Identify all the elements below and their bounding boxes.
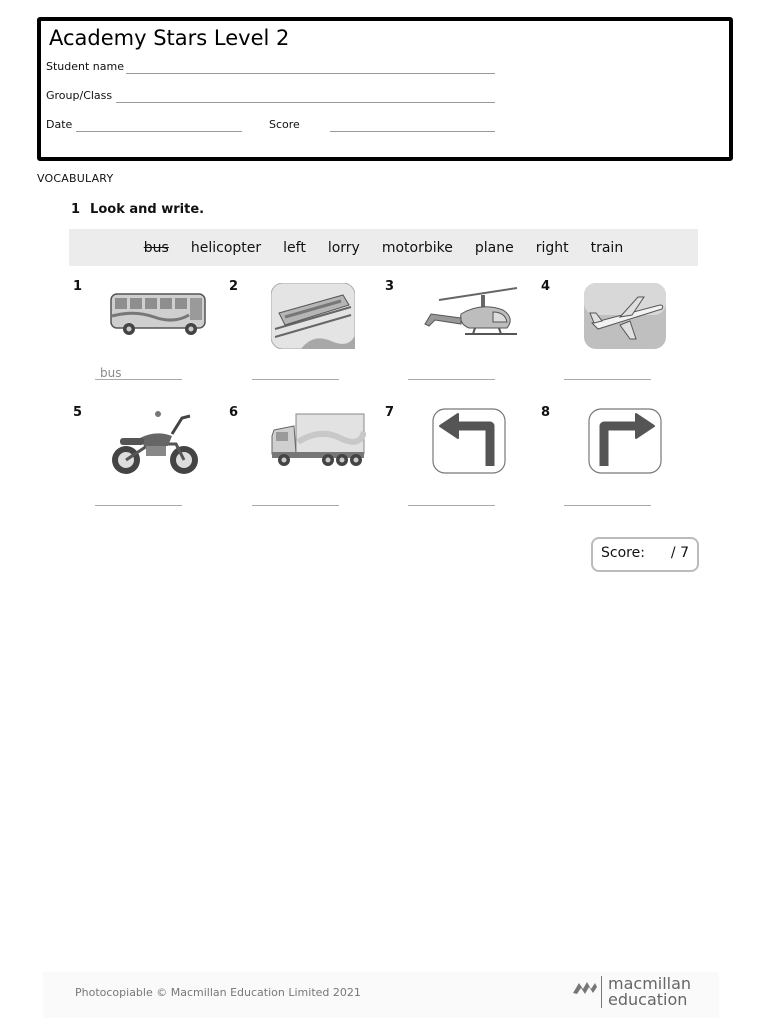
word-bank-item: lorry — [327, 239, 360, 256]
date-label: Date — [46, 118, 73, 131]
item-number: 5 — [73, 405, 83, 420]
item-number: 8 — [541, 405, 551, 420]
word-bank-item: helicopter — [190, 239, 262, 256]
answer-line[interactable] — [564, 379, 651, 380]
left-arrow-icon — [432, 408, 506, 478]
date-field[interactable] — [76, 131, 242, 132]
instruction-text: Look and write. — [90, 202, 205, 217]
word-bank — [69, 229, 698, 266]
exercise-number: 1 — [71, 202, 81, 217]
plane-icon — [584, 283, 666, 353]
answer-line[interactable] — [95, 379, 182, 380]
word-bank-item: right — [535, 239, 569, 256]
group-class-label: Group/Class — [46, 89, 113, 102]
logo-divider — [601, 976, 602, 1008]
logo-line-2: education — [608, 990, 688, 1009]
score-box — [591, 537, 699, 572]
right-arrow-icon — [588, 408, 662, 478]
exercise-instruction — [71, 202, 204, 217]
section-title: VOCABULARY — [37, 172, 114, 185]
student-name-field[interactable] — [126, 73, 495, 74]
score-box-label: Score: — [601, 545, 645, 561]
word-bank-item: train — [590, 239, 624, 256]
logo-line-1: macmillan — [608, 974, 692, 993]
word-bank-item: left — [283, 239, 306, 256]
score-label: Score — [269, 118, 300, 131]
score-field[interactable] — [330, 131, 495, 132]
copyright-text: Photocopiable © Macmillan Education Limited 2021 — [75, 986, 361, 999]
answer-line[interactable] — [408, 505, 495, 506]
score-total: / 7 — [670, 545, 689, 561]
page-title: Academy Stars Level 2 — [49, 26, 290, 50]
macmillan-logo-text — [608, 976, 691, 1008]
answer-line[interactable] — [95, 505, 182, 506]
answer-line[interactable] — [564, 505, 651, 506]
bus-icon — [109, 290, 209, 342]
item-number: 4 — [541, 279, 551, 294]
item-number: 1 — [73, 279, 83, 294]
student-name-label: Student name — [46, 60, 124, 73]
header-box — [37, 17, 733, 161]
answer-line[interactable] — [252, 379, 339, 380]
group-class-field[interactable] — [116, 102, 495, 103]
item-number: 7 — [385, 405, 395, 420]
lorry-icon — [270, 412, 366, 474]
word-bank-item: motorbike — [381, 239, 453, 256]
item-number: 2 — [229, 279, 239, 294]
item-number: 6 — [229, 405, 239, 420]
word-bank-item: plane — [474, 239, 514, 256]
helicopter-icon — [421, 284, 519, 350]
item-number: 3 — [385, 279, 395, 294]
answer-line[interactable] — [408, 379, 495, 380]
train-icon — [271, 283, 355, 353]
motorbike-icon — [110, 408, 202, 480]
answer-text: bus — [100, 366, 122, 380]
word-bank-item: bus — [143, 239, 169, 256]
macmillan-logo-icon — [572, 977, 598, 1001]
answer-line[interactable] — [252, 505, 339, 506]
